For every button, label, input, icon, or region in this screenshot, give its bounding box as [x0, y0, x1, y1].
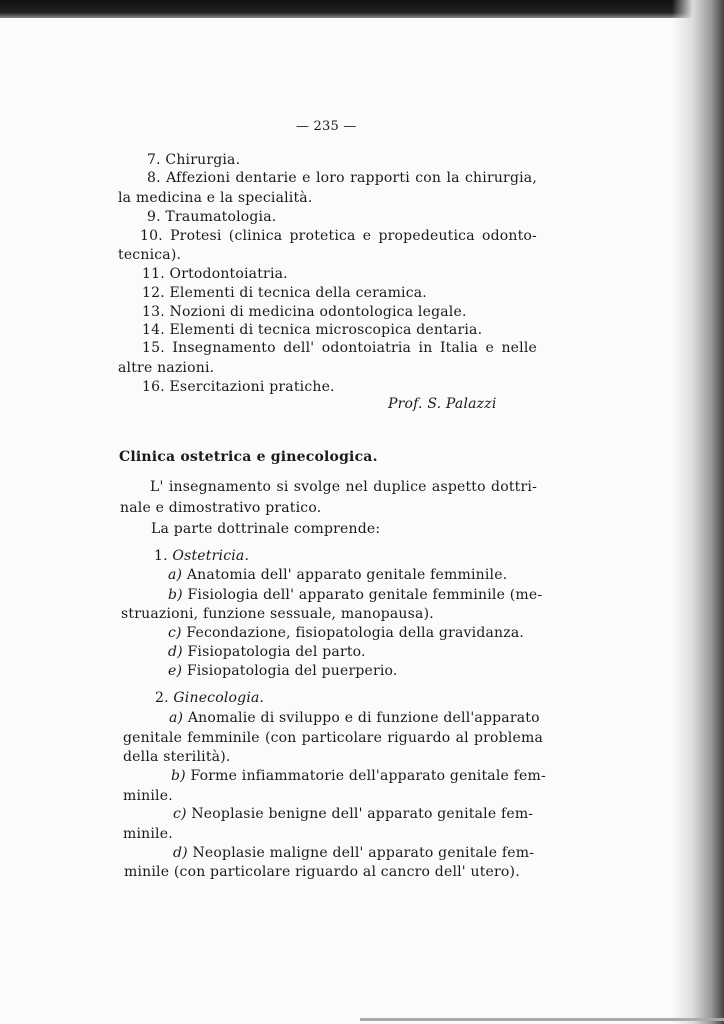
- sub-item-cont: minile (con particolare riguardo al cancro dell' utero).: [124, 864, 520, 880]
- list-item: 12. Elementi di tecnica della ceramica.: [142, 285, 427, 301]
- list-item: 7. Chirurgia.: [147, 152, 241, 168]
- list-item-cont: altre nazioni.: [118, 360, 215, 376]
- subsection-number: 1.: [154, 548, 168, 564]
- sub-item-cont: minile.: [123, 826, 173, 842]
- sub-item: b) Forme infiammatorie dell'apparato genitale fem-: [171, 768, 546, 784]
- list-item: 16. Esercitazioni pratiche.: [142, 379, 335, 395]
- scan-bottom-edge: [360, 1018, 724, 1021]
- list-item-cont: tecnica).: [118, 247, 182, 263]
- sub-item-cont: della sterilità).: [123, 749, 231, 765]
- sub-item: b) Fisiologia dell' apparato genitale femminile (me-: [168, 587, 543, 603]
- sub-item: a) Anatomia dell' apparato genitale femminile.: [168, 567, 508, 583]
- sub-item-cont: genitale femminile (con particolare riguardo al problema: [123, 730, 543, 746]
- sub-item: d) Neoplasie maligne dell' apparato genitale fem-: [173, 845, 535, 861]
- list-item: 14. Elementi di tecnica microscopica dentaria.: [142, 322, 483, 338]
- list-item: 13. Nozioni di medicina odontologica legale.: [142, 304, 467, 320]
- sub-item: a) Anomalie di sviluppo e di funzione dell'apparato: [169, 710, 540, 726]
- sub-item: e) Fisiopatologia del puerperio.: [168, 663, 398, 679]
- list-item: 9. Traumatologia.: [147, 209, 277, 225]
- list-item: 10. Protesi (clinica protetica e propedeutica odonto-: [140, 228, 537, 244]
- scan-top-border: [0, 0, 724, 18]
- subsection-title: Ginecologia.: [173, 690, 265, 706]
- subsection-number: 2.: [155, 690, 169, 706]
- list-item: 8. Affezioni dentarie e loro rapporti con la chirurgia,: [147, 170, 537, 186]
- sub-item: c) Fecondazione, fisiopatologia della gravidanza.: [168, 625, 525, 641]
- subsection-heading-ostetricia: [154, 547, 249, 565]
- list-item-cont: la medicina e la specialità.: [118, 190, 313, 206]
- subsection-title: Ostetricia.: [172, 548, 250, 564]
- section-title: Clinica ostetrica e ginecologica.: [119, 449, 378, 465]
- sub-item-cont: struazioni, funzione sessuale, manopausa).: [121, 606, 434, 622]
- subsection-heading-ginecologia: [155, 689, 264, 707]
- paragraph-line: La parte dottrinale comprende:: [151, 521, 381, 537]
- list-item: 11. Ortodontoiatria.: [142, 266, 288, 282]
- sub-item-cont: minile.: [123, 788, 173, 804]
- list-item: 15. Insegnamento dell' odontoiatria in Italia e nelle: [142, 340, 537, 356]
- scan-binding-edge: [672, 0, 724, 1024]
- sub-item: d) Fisiopatologia del parto.: [168, 644, 366, 660]
- page-number: — 235 —: [296, 119, 357, 134]
- paragraph-line: L' insegnamento si svolge nel duplice aspetto dottri-: [150, 479, 537, 495]
- paragraph-line: nale e dimostrativo pratico.: [120, 500, 322, 516]
- sub-item: c) Neoplasie benigne dell' apparato genitale fem-: [173, 806, 534, 822]
- signature: Prof. S. Palazzi: [388, 396, 497, 412]
